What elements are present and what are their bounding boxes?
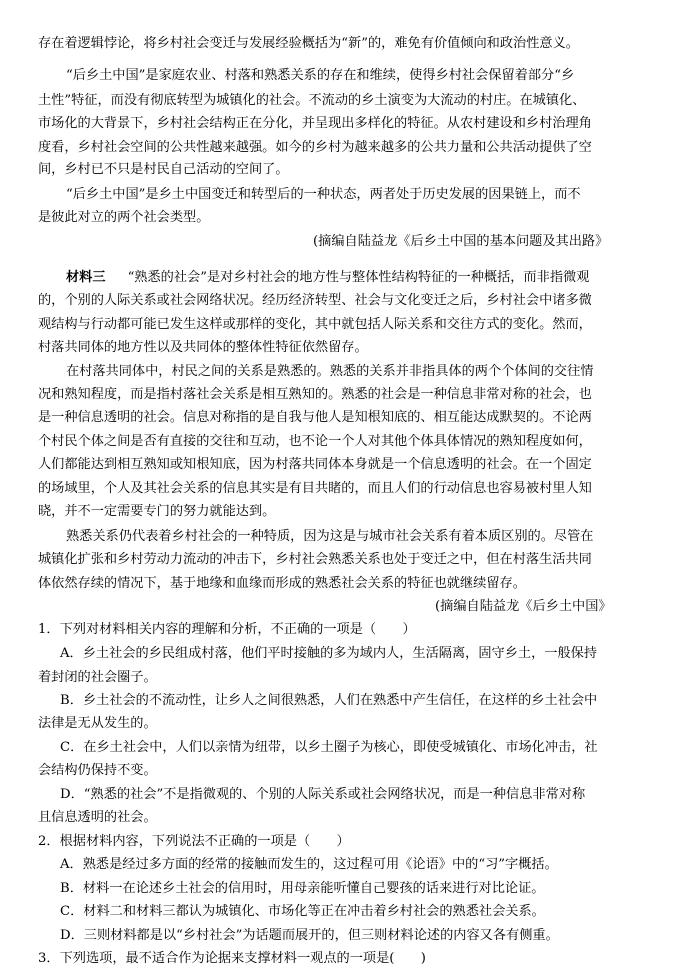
- paragraph-line: 是彼此对立的两个社会类型。: [38, 210, 210, 225]
- paragraph-line: [66, 270, 589, 286]
- option-line: 法律是无从发生的。: [38, 716, 157, 732]
- option-line: C．在乡土社会中，人们以亲情为纽带，以乡土圈子为核心，即使受城镇化、市场化冲击，社: [60, 739, 598, 755]
- source-citation: (摘编自陆益龙《后乡土中国》: [435, 599, 612, 615]
- paragraph-line: “后乡土中国”是乡土中国变迁和转型后的一种状态，两者处于历史发展的因果链上，而不: [66, 186, 581, 202]
- option-line: B．乡土社会的不流动性，让乡人之间很熟悉，人们在熟悉中产生信任，在这样的乡土社会中: [60, 692, 598, 708]
- paragraph-line: 城镇化扩张和乡村劳动力流动的冲击下，乡村社会熟悉关系也处于变迁之中，但在村落生活共同: [38, 552, 592, 568]
- option-line: D．“熟悉的社会”不是指微观的、个别的人际关系或社会网络状况，而是一种信息非常对称: [60, 786, 586, 802]
- option-line: 会结构仍保持不变。: [38, 763, 157, 779]
- paragraph-line: 土性”特征，而没有彻底转型为城镇化的社会。不流动的乡土演变为大流动的村庄。在城镇化、: [38, 92, 586, 108]
- paragraph-line: 晓，并不一定需要专门的努力就能达到。: [38, 504, 276, 520]
- material-label: 材料三: [66, 269, 106, 285]
- option-line: 着封闭的社会圈子。: [38, 669, 157, 685]
- question-stem: 1．下列对材料相关内容的理解和分析，不正确的一项是（ ）: [38, 621, 416, 637]
- paragraph-line: 观结构与行动都可能已发生这样或那样的变化，其中就包括人际关系和交往方式的变化。然而，: [38, 316, 592, 332]
- paragraph-text: “熟悉的社会”是对乡村社会的地方性与整体性结构特征的一种概括，而非指微观: [127, 269, 590, 285]
- paragraph-line: 存在着逻辑悖论，将乡村社会变迁与发展经验概括为“新”的，难免有价值倾向和政治性意义。: [38, 36, 579, 51]
- question-stem: 3．下列选项，最不适合作为论据来支撑材料一观点的一项是( ): [38, 951, 426, 966]
- question-stem: 2．根据材料内容，下列说法不正确的一项是（ ）: [38, 833, 350, 849]
- paragraph-line: 的，个别的人际关系或社会网络状况。经历经济转型、社会与文化变迁之后，乡村社会中诸多微: [38, 293, 592, 309]
- paragraph-line: 市场化的大背景下，乡村社会结构正在分化，并呈现出多样化的特征。从农村建设和乡村治理角: [38, 116, 592, 132]
- paragraph-line: “后乡土中国”是家庭农业、村落和熟悉关系的存在和维续，使得乡村社会保留着部分“乡: [66, 68, 575, 84]
- paragraph-line: 个村民个体之间是否有直接的交往和互动，也不论一个人对其他个体具体情况的熟知程度如何，: [38, 433, 592, 449]
- option-line: 且信息透明的社会。: [38, 810, 157, 826]
- paragraph-line: 的场域里，个人及其社会关系的信息其实是有目共睹的，而且人们的行动信息也容易被村里人知: [38, 480, 592, 496]
- paragraph-line: 体依然存续的情况下，基于地缘和血缘而形成的熟悉社会关系的特征也就继续留存。: [38, 575, 526, 591]
- paragraph-line: 况和熟知程度，而是指村落社会关系是相互熟知的。熟悉的社会是一种信息非常对称的社会，也: [38, 386, 592, 402]
- option-line: B．材料一在论述乡土社会的信用时，用母亲能听懂自己婴孩的话来进行对比论证。: [60, 880, 545, 896]
- paragraph-line: 是一种信息透明的社会。信息对称指的是自我与他人是知根知底的、相互能达成默契的。不论两: [38, 410, 592, 426]
- option-line: A．熟悉是经过多方面的经常的接触而发生的，这过程可用《论语》中的“习”字概括。: [60, 857, 558, 873]
- option-line: A．乡土社会的乡民组成村落，他们平时接触的多为域内人，生活隔离，固守乡土，一般保持: [60, 646, 598, 661]
- paragraph-line: 村落共同体的地方性以及共同体的整体性特征依然留存。: [38, 340, 368, 355]
- paragraph-line: 度看，乡村社会空间的公共性越来越强。如今的乡村为越来越多的公共力量和公共活动提供了空: [38, 139, 592, 155]
- paragraph-line: 在村落共同体中，村民之间的关系是熟悉的。熟悉的关系并非指具体的两个个体间的交往情: [66, 363, 594, 379]
- paragraph-line: 间，乡村已不只是村民自己活动的空间了。: [38, 162, 289, 178]
- paragraph-line: 人们都能达到相互熟知或知根知底，因为村落共同体本身就是一个信息透明的社会。在一个固定: [38, 457, 592, 473]
- paragraph-line: 熟悉关系仍代表着乡村社会的一种特质，因为这是与城市社会关系有着本质区别的。尽管在: [66, 528, 594, 544]
- option-line: C．材料二和材料三都认为城镇化、市场化等正在冲击着乡村社会的熟悉社会关系。: [60, 904, 545, 920]
- option-line: D．三则材料都是以“乡村社会”为话题而展开的，但三则材料论述的内容又各有侧重。: [60, 927, 559, 943]
- source-citation: (摘编自陆益龙《后乡土中国的基本问题及其出路》: [313, 234, 609, 250]
